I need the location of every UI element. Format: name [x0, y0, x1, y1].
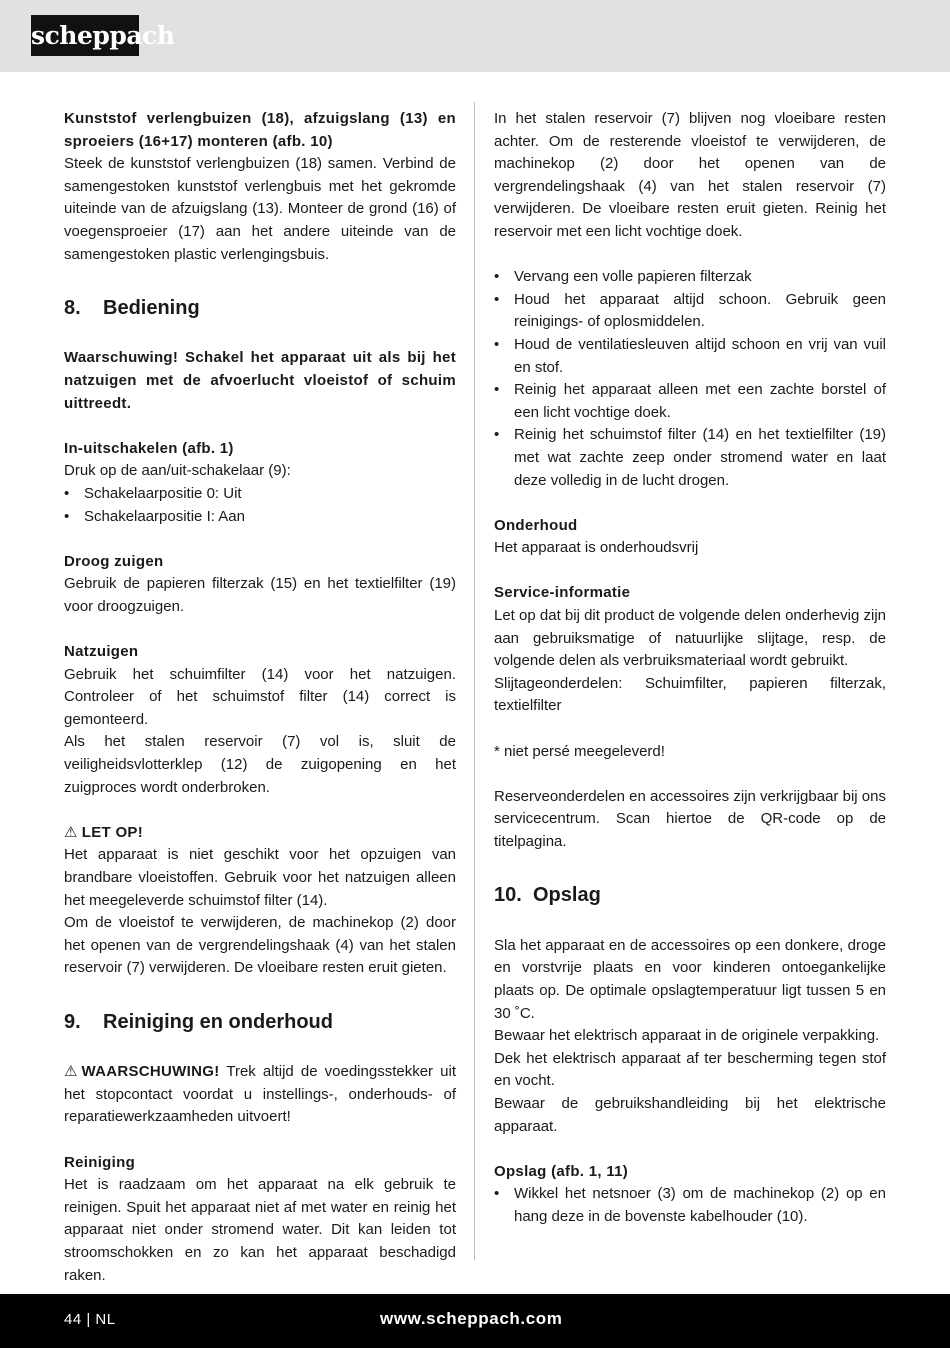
cleaning-title: Reiniging: [64, 1153, 136, 1171]
list-item: • Reinig het schuimstof filter (14) en het textielfilter (19) met wat zachte zeep onder stromend water en laat deze volledig in de lucht drogen.: [494, 426, 886, 489]
assembly-title: Kunststof verlengbuizen (18), afzuigslang (13) en sproeiers (16+17) monteren (afb. 10): [64, 110, 456, 150]
list-item: • Reinig het apparaat alleen met een zachte borstel of een licht vochtige doek.: [494, 381, 886, 421]
list-item: • Vervang een volle papieren filterzak: [494, 268, 752, 286]
page-number: 44 | NL: [64, 1311, 116, 1328]
list-item: • Wikkel het netsnoer (3) om de machinekop (2) op en hang deze in de bovenste kabelhouder (10).: [494, 1185, 886, 1225]
left-column: [64, 108, 456, 1287]
maintenance-body: Het apparaat is onderhoudsvrij: [494, 539, 699, 557]
wet-body: Als het stalen reservoir (7) vol is, sluit de veiligheidsvlotterklep (12) de zuigopening en het zuigproces wordt onderbroken.: [64, 733, 456, 796]
maintenance-warning: ⚠ WAARSCHUWING! Trek altijd de voedingsstekker uit het stopcontact voordat u instellings-, onderhouds- of reparatiewerkzaamheden uitvoert!: [64, 1063, 456, 1126]
service-body: Let op dat bij dit product de volgende delen onderhevig zijn aan gebruiksmatige of natuurlijke slijtage, resp. de volgende delen als verbruiksmateriaal wordt gebruikt.: [494, 607, 886, 670]
column-divider: [474, 102, 475, 1260]
spare-parts-text: Reserveonderdelen en accessoires zijn verkrijgbaar bij ons servicecentrum. Scan hiertoe de QR-code op de titelpagina.: [494, 787, 886, 850]
reservoir-text: In het stalen reservoir (7) blijven nog vloeibare resten achter. Om de resterende vloeistof te verwijderen, de machinekop (2) door het openen van de vergrendelingshaak (4) van het stalen reservoir (7) verwijderen. De vloeibare resten eruit gieten. Reinig het reservoir met een licht vochtige doek.: [494, 110, 886, 240]
assembly-body: Steek de kunststof verlengbuizen (18) samen. Verbind de samengestoken kunststof verlengbuis met het gekromde uiteinde van de afzuigslang (13). Monteer de grond (16) of voegensproeier (17) aan het andere uiteinde van de samengestoken plastic verlengingsbuis.: [64, 155, 456, 263]
caution-title: ⚠ LET OP!: [64, 822, 456, 845]
dry-title: Droog zuigen: [64, 552, 164, 570]
page-footer: [0, 1294, 950, 1348]
warning-triangle-icon: ⚠: [64, 823, 78, 841]
switch-list: [64, 483, 456, 528]
page-header: [0, 0, 950, 72]
storage-text: Dek het elektrisch apparaat af ter bescherming tegen stof en vocht.: [494, 1049, 886, 1090]
cleaning-body: Het is raadzaam om het apparaat na elk gebruik te reinigen. Spuit het apparaat niet af met water en reinig het apparaat niet onder stromend water. Dit kan leiden tot stroomschokken en zo kan het apparaat beschadigd raken.: [64, 1176, 456, 1284]
storage-list: [494, 1183, 886, 1228]
dry-body: Gebruik de papieren filterzak (15) en het textielfilter (19) voor droogzuigen.: [64, 575, 456, 615]
maintenance-title: Onderhoud: [494, 516, 578, 534]
list-item: • Schakelaarpositie I: Aan: [64, 507, 245, 525]
caution-body: Het apparaat is niet geschikt voor het opzuigen van brandbare vloeistoffen. Gebruik voor het natzuigen alleen het meegeleverde schuimstof filter (14).: [64, 846, 456, 909]
storage-title: Opslag (afb. 1, 11): [494, 1162, 629, 1180]
switch-body: Druk op de aan/uit-schakelaar (9):: [64, 462, 291, 480]
list-item: • Houd de ventilatiesleuven altijd schoon en vrij van vuil en stof.: [494, 335, 886, 376]
section-heading-9: 9. Reiniging en onderhoud: [64, 1010, 333, 1033]
switch-title: In-uitschakelen (afb. 1): [64, 439, 234, 457]
right-column: [494, 108, 886, 1229]
storage-text: Bewaar het elektrisch apparaat in de originele verpakking.: [494, 1027, 880, 1045]
service-title: Service-informatie: [494, 584, 631, 602]
storage-text: Sla het apparaat en de accessoires op een donkere, droge en vorstvrije plaats en voor kinderen ontoegankelijke plaats op. De optimale opslagtemperatuur ligt tussen 5 en 30 ˚C.: [494, 936, 886, 1022]
list-item: • Schakelaarpositie 0: Uit: [64, 484, 242, 502]
list-item: • Houd het apparaat altijd schoon. Gebruik geen reinigings- of oplosmiddelen.: [494, 290, 886, 331]
section-heading-10: 10. Opslag: [494, 884, 601, 907]
service-parts: Slijtageonderdelen: Schuimfilter, papieren filterzak, textielfilter: [494, 674, 886, 715]
warning-triangle-icon: ⚠: [64, 1063, 78, 1081]
scheppach-logo: scheppach: [31, 15, 139, 56]
wet-title: Natzuigen: [64, 643, 139, 661]
website-link[interactable]: www.scheppach.com: [380, 1309, 563, 1328]
caution-body: Om de vloeistof te verwijderen, de machinekop (2) door het openen van de vergrendelingshaak (4) van het stalen reservoir (7) verwijderen. De vloeibare resten eruit gieten.: [64, 914, 456, 977]
operation-warning: Waarschuwing! Schakel het apparaat uit als bij het natzuigen met de afvoerlucht vloeistof of schuim uittreedt.: [64, 349, 456, 412]
cleaning-list: [494, 266, 886, 492]
storage-text: Bewaar de gebruikshandleiding bij het elektrische apparaat.: [494, 1094, 886, 1135]
section-heading-8: 8. Bediening: [64, 296, 200, 319]
wet-body: Gebruik het schuimfilter (14) voor het natzuigen. Controleer of het schuimstof filter (14) correct is gemonteerd.: [64, 665, 456, 728]
not-included-note: * niet persé meegeleverd!: [494, 742, 665, 760]
